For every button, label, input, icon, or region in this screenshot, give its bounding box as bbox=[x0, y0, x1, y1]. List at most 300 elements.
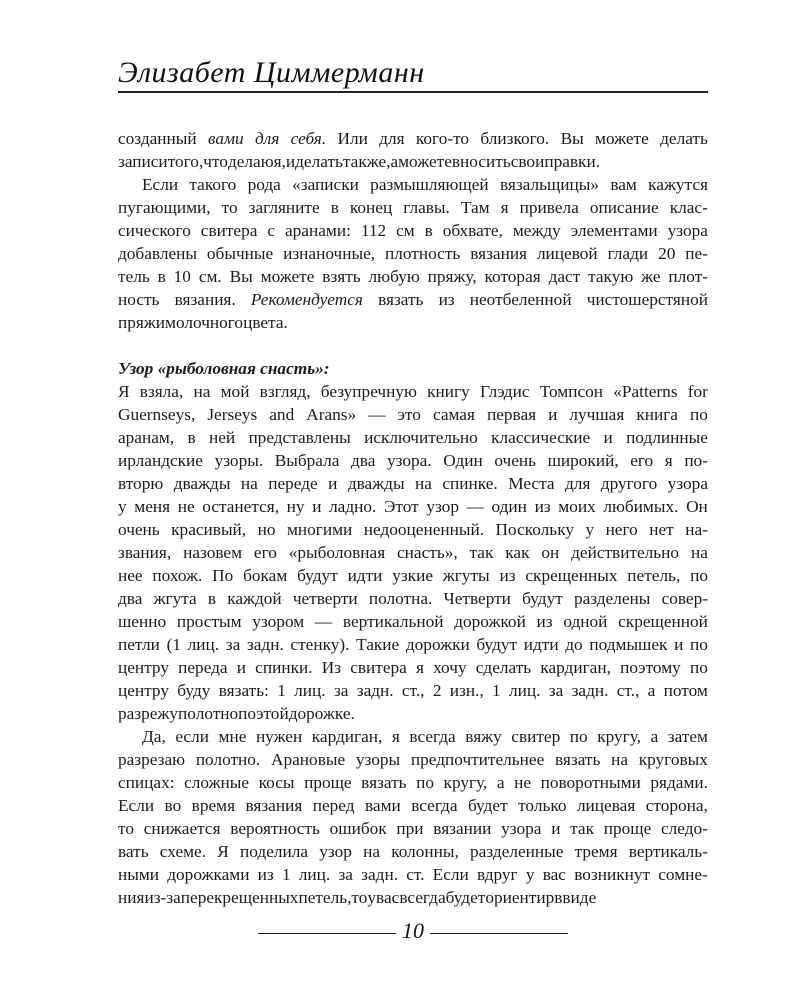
text-line bbox=[118, 610, 708, 633]
word: and bbox=[269, 405, 295, 424]
word: вертикальной bbox=[342, 612, 444, 631]
text-line bbox=[118, 288, 708, 311]
text-line bbox=[118, 840, 708, 863]
word: буду bbox=[177, 681, 211, 700]
word: я bbox=[664, 451, 673, 470]
word: Томпсон bbox=[539, 382, 604, 401]
word: колонны, bbox=[391, 842, 459, 861]
word: свои bbox=[510, 152, 545, 171]
word: лицевая bbox=[576, 796, 636, 815]
word: любимых. bbox=[603, 497, 679, 516]
word: в bbox=[330, 198, 339, 217]
word: молочного bbox=[165, 313, 244, 332]
word: так bbox=[570, 819, 595, 838]
word: Вы bbox=[560, 129, 584, 148]
word: до bbox=[565, 635, 583, 654]
text-line bbox=[118, 748, 708, 771]
word: не bbox=[514, 773, 532, 792]
text-line bbox=[118, 311, 708, 334]
word: центру bbox=[118, 658, 169, 677]
word: лиц. bbox=[294, 681, 326, 700]
word: на bbox=[240, 474, 258, 493]
word: сического bbox=[118, 221, 191, 240]
word: то bbox=[351, 888, 368, 907]
word: всегда bbox=[411, 796, 458, 815]
word: узора. bbox=[386, 451, 432, 470]
text-line bbox=[118, 173, 708, 196]
word: он bbox=[541, 543, 560, 562]
word: снасть», bbox=[397, 543, 458, 562]
word: разделены bbox=[573, 589, 651, 608]
word: (1 bbox=[166, 635, 181, 654]
word: по- bbox=[684, 451, 708, 470]
word: мой bbox=[220, 382, 250, 401]
text-line bbox=[118, 541, 708, 564]
word: см. bbox=[198, 267, 222, 286]
word: нее bbox=[118, 566, 143, 585]
word: рядами. bbox=[650, 773, 708, 792]
word: вами bbox=[364, 796, 401, 815]
word: «Patterns bbox=[613, 382, 678, 401]
text-line bbox=[118, 449, 708, 472]
word: вдруг bbox=[476, 865, 518, 884]
word: разрезаю bbox=[118, 750, 186, 769]
word: неотбеленной bbox=[469, 290, 572, 309]
word: свитера bbox=[200, 221, 258, 240]
word: из bbox=[438, 290, 455, 309]
word: аранам, bbox=[118, 428, 175, 447]
word: обхвате, bbox=[442, 221, 503, 240]
word: каждой bbox=[227, 589, 282, 608]
word: правки. bbox=[544, 152, 601, 171]
word: см bbox=[396, 221, 415, 240]
text-line bbox=[118, 771, 708, 794]
word: классические bbox=[491, 428, 591, 447]
word: на bbox=[611, 750, 629, 769]
word: многими bbox=[286, 520, 353, 539]
word: я bbox=[415, 658, 424, 677]
text-line bbox=[118, 794, 708, 817]
word: ирландские bbox=[118, 451, 203, 470]
word: простым bbox=[176, 612, 242, 631]
word: переда bbox=[178, 658, 228, 677]
word: добавлены bbox=[118, 244, 197, 263]
word: проще bbox=[603, 819, 652, 838]
word: вам bbox=[610, 175, 637, 194]
text-line bbox=[118, 242, 708, 265]
word: петли bbox=[118, 635, 160, 654]
word: при bbox=[396, 819, 424, 838]
word: плот- bbox=[668, 267, 708, 286]
word: в bbox=[187, 428, 196, 447]
word: на- bbox=[685, 520, 708, 539]
word: очень bbox=[494, 451, 537, 470]
word: у bbox=[367, 888, 377, 907]
text-line bbox=[118, 127, 708, 150]
word: из bbox=[534, 497, 551, 516]
word: будут bbox=[522, 589, 563, 608]
word: Или bbox=[337, 129, 368, 148]
word: лиц. bbox=[509, 681, 541, 700]
word: сторона, bbox=[645, 796, 708, 815]
word: на bbox=[415, 474, 432, 493]
word: кардиган, bbox=[540, 658, 611, 677]
word: же, bbox=[366, 152, 391, 171]
word: за bbox=[225, 635, 241, 654]
word: нет bbox=[649, 520, 674, 539]
word: вами bbox=[207, 129, 244, 148]
word: взгляд, bbox=[259, 382, 311, 401]
word: Места bbox=[508, 474, 555, 493]
word: во bbox=[164, 796, 182, 815]
word: разделенные bbox=[470, 842, 564, 861]
word: узором bbox=[252, 612, 305, 631]
word: изн., bbox=[449, 681, 484, 700]
word: аранами: bbox=[285, 221, 351, 240]
word: по bbox=[689, 658, 708, 677]
paragraph bbox=[118, 173, 708, 334]
word: спинке. bbox=[442, 474, 498, 493]
word: себя. bbox=[290, 129, 327, 148]
text-line bbox=[118, 656, 708, 679]
word: Выбрала bbox=[274, 451, 340, 470]
word: изнаночные, bbox=[283, 244, 376, 263]
word: у bbox=[118, 497, 127, 516]
word: вязальщицы» bbox=[499, 175, 600, 194]
word: исключительно bbox=[364, 428, 478, 447]
word: всегда bbox=[409, 727, 456, 746]
page-number: 10 bbox=[402, 918, 424, 943]
word: и bbox=[328, 474, 338, 493]
word: что bbox=[203, 152, 228, 171]
word: дважды bbox=[347, 474, 405, 493]
text-line bbox=[118, 265, 708, 288]
word: загляните bbox=[248, 198, 320, 217]
word: делать bbox=[660, 129, 708, 148]
footer-rule-right bbox=[430, 933, 568, 934]
word: вязать: bbox=[218, 681, 269, 700]
word: совер- bbox=[661, 589, 708, 608]
word: круговых bbox=[638, 750, 708, 769]
word: полотно bbox=[178, 704, 239, 723]
word: книгу bbox=[427, 382, 470, 401]
text-line bbox=[118, 472, 708, 495]
word: любую bbox=[368, 267, 420, 286]
word: лицевой bbox=[536, 244, 598, 263]
word: потом bbox=[663, 681, 708, 700]
word: «записки bbox=[292, 175, 359, 194]
word: в bbox=[554, 888, 563, 907]
word: пе- bbox=[685, 244, 708, 263]
word: это bbox=[397, 405, 421, 424]
word: скрещенных bbox=[525, 566, 618, 585]
word: сомне- bbox=[658, 865, 708, 884]
footer-rule-left bbox=[258, 933, 396, 934]
word: можете bbox=[398, 152, 452, 171]
word: и bbox=[312, 497, 322, 516]
word: в bbox=[424, 221, 433, 240]
word: for bbox=[687, 382, 708, 401]
word: 10 bbox=[173, 267, 191, 286]
word: жгуты bbox=[442, 566, 490, 585]
word: но bbox=[257, 520, 276, 539]
word: будут bbox=[476, 635, 518, 654]
word: Из bbox=[321, 658, 342, 677]
word: на bbox=[363, 842, 380, 861]
word: — bbox=[368, 405, 386, 424]
word: один bbox=[491, 497, 527, 516]
word: узора bbox=[667, 474, 708, 493]
word: ориентир bbox=[485, 888, 555, 907]
word: поэтому bbox=[620, 658, 681, 677]
word: будут bbox=[297, 566, 338, 585]
word: между bbox=[512, 221, 561, 240]
word: и bbox=[548, 405, 558, 424]
word: меня bbox=[134, 497, 171, 516]
word: и bbox=[674, 635, 684, 654]
word: ну bbox=[286, 497, 305, 516]
word: 1 bbox=[281, 865, 291, 884]
word: из bbox=[499, 566, 516, 585]
word: с bbox=[267, 221, 276, 240]
word: так bbox=[342, 152, 367, 171]
word: конец bbox=[349, 198, 393, 217]
word: из bbox=[536, 612, 553, 631]
word: можете bbox=[595, 129, 649, 148]
word: даст bbox=[548, 267, 581, 286]
word: идти bbox=[347, 566, 383, 585]
word: обычные bbox=[206, 244, 274, 263]
word: косы bbox=[258, 773, 295, 792]
word: вторю bbox=[118, 474, 164, 493]
word: нужен bbox=[255, 727, 303, 746]
text-line bbox=[118, 633, 708, 656]
word: узкие bbox=[392, 566, 434, 585]
word: делаю bbox=[227, 152, 274, 171]
word: представлены bbox=[248, 428, 351, 447]
word: задн. bbox=[356, 681, 394, 700]
word: ными bbox=[118, 865, 160, 884]
word: и bbox=[551, 819, 561, 838]
word: вяжу bbox=[465, 727, 502, 746]
word: я, bbox=[273, 152, 286, 171]
word: так bbox=[469, 543, 494, 562]
word: из-за bbox=[144, 888, 181, 907]
word: кругу, bbox=[597, 727, 642, 746]
word: для bbox=[379, 129, 405, 148]
word: книга bbox=[636, 405, 678, 424]
word: лучшая bbox=[569, 405, 625, 424]
word: размышляющей bbox=[370, 175, 489, 194]
word: созданный bbox=[118, 129, 197, 148]
text-line bbox=[118, 518, 708, 541]
word: делать bbox=[295, 152, 343, 171]
word: привела bbox=[519, 198, 579, 217]
word: за bbox=[333, 681, 349, 700]
word: следо- bbox=[661, 819, 708, 838]
word: свитера bbox=[350, 658, 407, 677]
word: то bbox=[221, 198, 238, 217]
word: из bbox=[257, 865, 274, 884]
word: взяла, bbox=[139, 382, 184, 401]
word: для bbox=[564, 474, 591, 493]
word: затем bbox=[667, 727, 708, 746]
word: в bbox=[157, 267, 166, 286]
word: Я bbox=[217, 842, 229, 861]
word: ошибок bbox=[329, 819, 387, 838]
word: пугающими, bbox=[118, 198, 211, 217]
word: не bbox=[177, 497, 195, 516]
word: вать bbox=[118, 842, 149, 861]
word: за bbox=[548, 681, 564, 700]
word: узоры. bbox=[214, 451, 264, 470]
word: Guernseys, bbox=[118, 405, 196, 424]
word: недооцененный. bbox=[363, 520, 485, 539]
word: два bbox=[351, 451, 376, 470]
word: широкий, bbox=[547, 451, 619, 470]
header-rule bbox=[118, 91, 708, 93]
word: моих bbox=[558, 497, 596, 516]
word: узора bbox=[501, 819, 542, 838]
word: разрежу bbox=[118, 704, 179, 723]
word: того, bbox=[167, 152, 204, 171]
word: предпочтительнее bbox=[410, 750, 545, 769]
word: задн. bbox=[571, 681, 609, 700]
word: плотность bbox=[385, 244, 461, 263]
word: вертикаль- bbox=[628, 842, 708, 861]
word: будет bbox=[445, 888, 486, 907]
text-line bbox=[118, 725, 708, 748]
word: если bbox=[175, 727, 209, 746]
word: кругу, bbox=[443, 773, 488, 792]
word: ладно. bbox=[329, 497, 377, 516]
word: вязании bbox=[433, 819, 492, 838]
word: действительно bbox=[571, 543, 680, 562]
word: ния bbox=[118, 888, 145, 907]
word: ст., bbox=[616, 681, 640, 700]
word: по bbox=[238, 704, 257, 723]
word: кого-то bbox=[415, 129, 470, 148]
word: Там bbox=[460, 198, 490, 217]
word: его bbox=[630, 451, 654, 470]
word: Если bbox=[118, 796, 155, 815]
text-line bbox=[118, 426, 708, 449]
word: назовем bbox=[183, 543, 243, 562]
word: пряжи bbox=[118, 313, 166, 332]
word: ст., bbox=[401, 681, 425, 700]
word: очень bbox=[118, 520, 160, 539]
word: дорожке. bbox=[288, 704, 355, 723]
word: тремя bbox=[574, 842, 618, 861]
word: подмышек bbox=[589, 635, 668, 654]
word: похож. bbox=[152, 566, 203, 585]
word: у bbox=[585, 520, 595, 539]
word: центру bbox=[118, 681, 169, 700]
word: ность bbox=[118, 290, 160, 309]
word: полотно. bbox=[195, 750, 261, 769]
word: взять bbox=[322, 267, 361, 286]
word: перед bbox=[312, 796, 355, 815]
word: ней bbox=[208, 428, 236, 447]
word: ст. bbox=[406, 865, 425, 884]
word: Один bbox=[443, 451, 483, 470]
word: главы. bbox=[403, 198, 450, 217]
word: описание bbox=[589, 198, 659, 217]
word: и bbox=[285, 152, 296, 171]
word: поделила bbox=[239, 842, 309, 861]
word: спинки. bbox=[255, 658, 313, 677]
word: и bbox=[236, 658, 247, 677]
text-line bbox=[118, 380, 708, 403]
word: первая bbox=[486, 405, 537, 424]
word: Вы bbox=[229, 267, 253, 286]
word: мне bbox=[218, 727, 247, 746]
word: по bbox=[690, 566, 708, 585]
word: лиц. bbox=[187, 635, 220, 654]
word: хочу bbox=[433, 658, 467, 677]
word: Я bbox=[118, 382, 130, 401]
word: за bbox=[338, 865, 353, 884]
word: а bbox=[496, 773, 505, 792]
word: по bbox=[569, 727, 588, 746]
word: Глэдис bbox=[479, 382, 530, 401]
word: жгута bbox=[153, 589, 197, 608]
word: возникнут bbox=[574, 865, 651, 884]
text-line bbox=[118, 150, 708, 173]
text-line bbox=[118, 863, 708, 886]
word: клас- bbox=[669, 198, 708, 217]
word: пряжу, bbox=[427, 267, 477, 286]
word: — bbox=[466, 497, 484, 516]
word: 1 bbox=[277, 681, 286, 700]
word: цвета. bbox=[243, 313, 288, 332]
word: глади bbox=[607, 244, 649, 263]
word: виде bbox=[562, 888, 597, 907]
text-line bbox=[118, 564, 708, 587]
text-line bbox=[118, 495, 708, 518]
word: петель, bbox=[298, 888, 352, 907]
word: этой bbox=[256, 704, 289, 723]
word: сложные bbox=[184, 773, 250, 792]
page-body bbox=[118, 127, 708, 909]
word: задн. bbox=[246, 635, 284, 654]
word: время bbox=[191, 796, 236, 815]
word: «рыболовная bbox=[288, 543, 386, 562]
word: Если bbox=[432, 865, 469, 884]
word: Он bbox=[686, 497, 708, 516]
word: поворотными bbox=[540, 773, 641, 792]
word: а bbox=[390, 152, 399, 171]
word: снижается bbox=[143, 819, 221, 838]
word: вязания bbox=[245, 796, 303, 815]
word: самая bbox=[432, 405, 475, 424]
word: только bbox=[518, 796, 567, 815]
word: на bbox=[690, 543, 708, 562]
word: 112 bbox=[360, 221, 387, 240]
word: другого bbox=[600, 474, 658, 493]
word: элементами bbox=[570, 221, 658, 240]
word: же bbox=[641, 267, 661, 286]
word: узор bbox=[426, 497, 459, 516]
word: шенно bbox=[118, 612, 167, 631]
word: рода bbox=[247, 175, 281, 194]
word: 20 bbox=[658, 244, 676, 263]
page-footer bbox=[258, 918, 568, 948]
word: останется, bbox=[202, 497, 280, 516]
word: стенку). bbox=[290, 635, 350, 654]
word: я bbox=[500, 198, 509, 217]
intro-paragraphs bbox=[118, 127, 708, 334]
